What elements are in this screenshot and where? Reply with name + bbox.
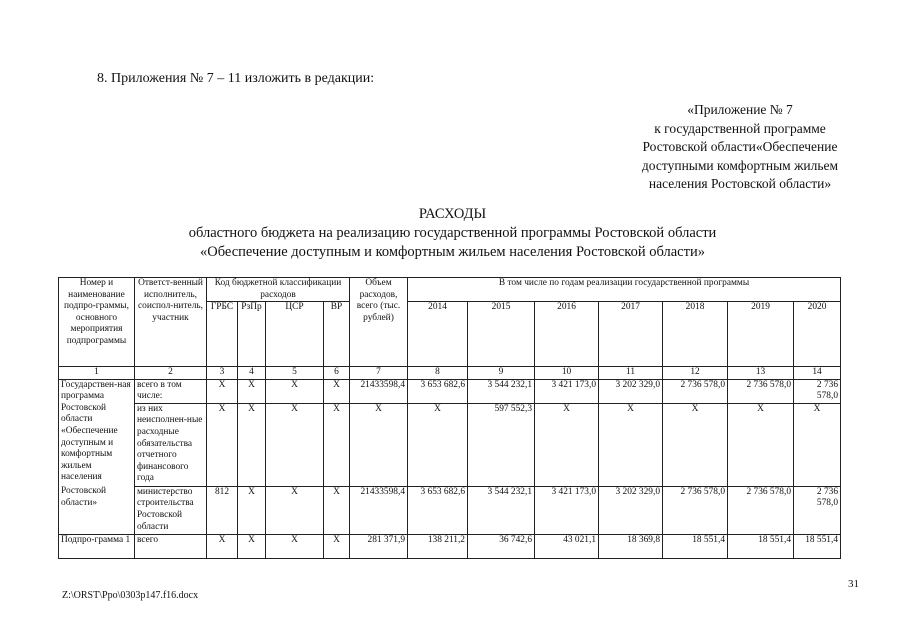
header-year: 2017 xyxy=(599,302,663,367)
appendix-line: «Приложение № 7 xyxy=(687,102,793,117)
executor-cell: всего xyxy=(135,534,207,558)
volume-cell: X xyxy=(350,403,408,486)
header-year: 2020 xyxy=(794,302,841,367)
year-value: 18 551,4 xyxy=(728,534,794,558)
executor-cell: министерство строительства Ростовской области xyxy=(135,486,207,534)
column-number: 1 xyxy=(59,367,135,380)
year-value: X xyxy=(599,403,663,486)
volume-cell: 21433598,4 xyxy=(350,486,408,534)
volume-cell: 21433598,4 xyxy=(350,379,408,403)
code-cell: X xyxy=(238,403,266,486)
table-row xyxy=(59,486,841,534)
code-cell: 812 xyxy=(207,486,238,534)
title-line: «Обеспечение доступным и комфортным жильем населения Ростовской области» xyxy=(200,244,705,260)
document-title xyxy=(0,205,905,262)
year-value: X xyxy=(663,403,728,486)
volume-cell: 281 371,9 xyxy=(350,534,408,558)
code-cell: X xyxy=(238,486,266,534)
code-cell: X xyxy=(266,403,324,486)
header-year: 2018 xyxy=(663,302,728,367)
year-value: 2 736 578,0 xyxy=(663,486,728,534)
year-value: 3 421 173,0 xyxy=(535,486,599,534)
year-value: 2 736 578,0 xyxy=(728,486,794,534)
header-name: Номер и наименование подпро-граммы, основного мероприятия подпрограммы xyxy=(59,278,135,367)
code-cell: X xyxy=(324,379,350,403)
header-years-group: В том числе по годам реализации государственной программы xyxy=(408,278,841,302)
intro-paragraph: 8. Приложения № 7 – 11 изложить в редакции: xyxy=(97,71,375,86)
year-value: 2 736 578,0 xyxy=(794,379,841,403)
program-name-cont: Ростовской области» xyxy=(59,486,135,534)
header-year: 2016 xyxy=(535,302,599,367)
appendix-line: к государственной программе xyxy=(654,120,826,136)
column-number: 10 xyxy=(535,367,599,380)
program-name: Государствен-ная программа Ростовской области «Обеспечение доступным и комфортным жильем населения xyxy=(59,379,135,486)
column-number: 7 xyxy=(350,367,408,380)
column-number: 3 xyxy=(207,367,238,380)
table-row xyxy=(59,379,841,403)
year-value: 2 736 578,0 xyxy=(728,379,794,403)
code-cell: X xyxy=(266,486,324,534)
year-value: 18 369,8 xyxy=(599,534,663,558)
code-cell: X xyxy=(266,534,324,558)
column-number: 4 xyxy=(238,367,266,380)
header-rzpr: РзПр xyxy=(238,302,266,367)
code-cell: X xyxy=(238,379,266,403)
expenses-table xyxy=(58,277,841,559)
year-value: 597 552,3 xyxy=(468,403,535,486)
column-number: 6 xyxy=(324,367,350,380)
code-cell: X xyxy=(266,379,324,403)
header-volume: Объем расходов, всего (тыс. рублей) xyxy=(350,278,408,367)
year-value: 43 021,1 xyxy=(535,534,599,558)
year-value: X xyxy=(794,403,841,486)
year-value: 138 211,2 xyxy=(408,534,468,558)
year-value: 2 736 578,0 xyxy=(794,486,841,534)
column-number: 14 xyxy=(794,367,841,380)
code-cell: X xyxy=(238,534,266,558)
code-cell: X xyxy=(324,534,350,558)
page-number: 31 xyxy=(848,578,859,590)
column-number-row xyxy=(59,367,841,380)
code-cell: X xyxy=(324,486,350,534)
column-number: 13 xyxy=(728,367,794,380)
column-number: 9 xyxy=(468,367,535,380)
executor-cell: из них неисполнен-ные расходные обязательства отчетного финансового года xyxy=(135,403,207,486)
appendix-line: доступными комфортным жильем xyxy=(641,157,839,173)
column-number: 2 xyxy=(135,367,207,380)
year-value: 3 421 173,0 xyxy=(535,379,599,403)
appendix-line: населения Ростовской области» xyxy=(648,176,832,191)
year-value: 3 544 232,1 xyxy=(468,486,535,534)
code-cell: X xyxy=(324,403,350,486)
year-value: X xyxy=(408,403,468,486)
header-csr: ЦСР xyxy=(266,302,324,367)
year-value: 2 736 578,0 xyxy=(663,379,728,403)
appendix-reference xyxy=(560,101,905,194)
subprogram-name: Подпро-грамма 1 xyxy=(59,534,135,558)
year-value: 18 551,4 xyxy=(663,534,728,558)
header-year: 2019 xyxy=(728,302,794,367)
title-line: областного бюджета на реализацию государственной программы Ростовской области xyxy=(188,225,717,241)
year-value: 3 202 329,0 xyxy=(599,486,663,534)
header-grbs: ГРБС xyxy=(207,302,238,367)
year-value: 18 551,4 xyxy=(794,534,841,558)
header-vr: ВР xyxy=(324,302,350,367)
code-cell: X xyxy=(207,379,238,403)
year-value: 3 653 682,6 xyxy=(408,486,468,534)
year-value: 3 202 329,0 xyxy=(599,379,663,403)
year-value: 3 653 682,6 xyxy=(408,379,468,403)
header-kbk: Код бюджетной классификации расходов xyxy=(207,278,350,302)
header-year: 2014 xyxy=(408,302,468,367)
column-number: 8 xyxy=(408,367,468,380)
header-executor: Ответст-венный исполнитель, соиспол-нитель, участник xyxy=(135,278,207,367)
code-cell: X xyxy=(207,403,238,486)
column-number: 11 xyxy=(599,367,663,380)
header-year: 2015 xyxy=(468,302,535,367)
appendix-line: Ростовской области«Обеспечение xyxy=(642,139,838,154)
executor-cell: всего в том числе: xyxy=(135,379,207,403)
table-row xyxy=(59,534,841,558)
code-cell: X xyxy=(207,534,238,558)
header-row xyxy=(59,278,841,302)
year-value: 3 544 232,1 xyxy=(468,379,535,403)
column-number: 5 xyxy=(266,367,324,380)
year-value: X xyxy=(728,403,794,486)
year-value: 36 742,6 xyxy=(468,534,535,558)
table-row xyxy=(59,403,841,486)
file-path: Z:\ORST\Ppo\0303p147.f16.docx xyxy=(62,590,199,601)
column-number: 12 xyxy=(663,367,728,380)
year-value: X xyxy=(535,403,599,486)
title-heading: РАСХОДЫ xyxy=(418,206,487,222)
